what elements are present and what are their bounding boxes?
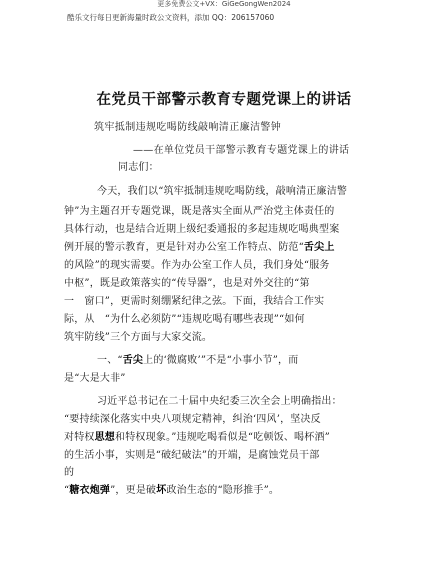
paragraph-line: 钟”为主题召开专题党课，既是落实全面从严治党主体责任的 [64,206,335,217]
paragraph-line: 今天，我们以“筑牢抵制违规吃喝防线，敲响清正廉洁警 [97,186,348,197]
document-subtitle: 筑牢抵制违规吃喝防线敲响清正廉洁警钟 [94,122,282,133]
paragraph-line: 的 [64,467,75,478]
paragraph-line: 习近平总书记在二十届中央纪委三次全会上明确指出： [97,396,342,407]
text-run: 上的‘微腐败’”不是“小事小节”，而 [143,355,299,366]
paragraph-line: 一 窗口”，更需时刻绷紧纪律之弦。下面，我结合工作实 [64,296,325,307]
top-banner: 更多免费公文+VX：GiGeGongWen2024 [157,0,291,8]
page-header: 酷乐文行每日更新海量时政公文资料，添加 QQ：206157060 [67,13,275,22]
emphasis-text: 糖衣炮弹 [69,485,111,496]
text-run: 例开展的警示教育，更是针对办公室工作特点、防范“ [64,242,304,253]
text-run: 一、“ [97,355,123,366]
text-run: “ [64,485,70,496]
text-run: 政治生态的“隐形推手”。 [166,485,280,496]
document-title: 在党员干部警示教育专题党课上的讲话 [96,91,352,108]
section-heading-line: 是“大是大非” [64,373,126,384]
text-run: 和特权现象。”违规吃喝看似是“吃顿饭、喝杯酒” [115,432,330,443]
paragraph-line [64,485,279,497]
paragraph-line [64,432,330,444]
emphasis-text: 思想 [94,432,116,443]
emphasis-text: 坏 [156,485,167,496]
paragraph-line: 的风险”的现实需要。作为办公室工作人员，我们身处“服务 [64,260,330,271]
paragraph-line: 的生活小事，实则是“破纪破法”的开端，是腐蚀党员干部 [64,450,320,461]
paragraph-line: 际，从 “为什么必须防”“违规吃喝有哪些表现”“如何 [64,314,305,325]
emphasis-text: 舌尖 [122,355,144,366]
paragraph-line: “要持续深化落实中央八项规定精神，纠治‘四风’，坚决反 [64,414,321,425]
paragraph-line: 中枢”，既是政策落实的“传导器”，也是对外交往的“第 [64,278,310,289]
paragraph-line: 筑牢防线”三个方面与大家交流。 [64,332,213,343]
emphasis-text: 舌尖上 [303,242,335,253]
salutation: 同志们： [118,162,159,173]
paragraph-line [64,242,335,254]
text-run: 对特权 [64,432,95,443]
paragraph-line: 具体行动，也是结合近期上级纪委通报的多起违规吃喝典型案 [64,224,340,235]
section-heading [97,355,298,367]
document-byline: ——在单位党员干部警示教育专题党课上的讲话 [133,145,350,156]
text-run: ”，更是破 [110,485,157,496]
